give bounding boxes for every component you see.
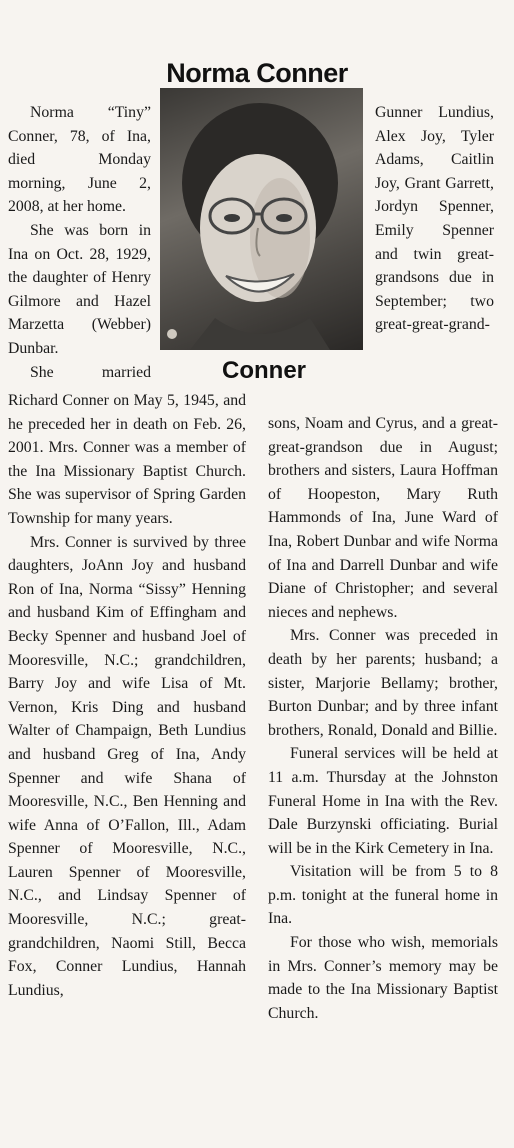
column-1-top: [8, 101, 151, 384]
paragraph-survivors-end: sons, Noam and Cyrus, and a great-great-grandson due in August; brothers and sisters, Laura Hoffman of Hoopeston, Mary Ruth Hammonds of Ina, June Ward of Ina, Robert Dunbar and wife Norma of Ina and Darrell Dunbar and wife Diane of Christopher; and several nieces and nephews.: [268, 415, 498, 621]
paragraph-visitation: Visitation will be from 5 to 8 p.m. tonight at the funeral home in Ina.: [268, 863, 498, 928]
paragraph-preceded: Mrs. Conner was preceded in death by her parents; husband; a sister, Marjorie Bellamy; brother, Burton Dunbar; and by three infant brothers, Ronald, Donald and Billie.: [268, 627, 498, 739]
column-1-main: [8, 389, 246, 1002]
paragraph-funeral: Funeral services will be held at 11 a.m. Thursday at the Johnston Funeral Home in Ina with the Rev. Dale Burzynski officiating. Burial will be in the Kirk Cemetery in Ina.: [268, 745, 498, 857]
paragraph-survivors-cont: Gunner Lundius, Alex Joy, Tyler Adams, Caitlin Joy, Grant Garrett, Jordyn Spenner, Emily Spenner and twin great-grandsons due in September; two great-great-grand-: [375, 104, 494, 334]
paragraph-marriage: Richard Conner on May 5, 1945, and he preceded her in death on Feb. 26, 2001. Mrs. Conner was a member of the Ina Missionary Baptist Church. She was supervisor of Spring Garden Township for many years.: [8, 392, 246, 527]
column-2-main: [268, 412, 498, 1025]
portrait-photo: [160, 88, 363, 350]
paragraph-survivors: Mrs. Conner is survived by three daughters, JoAnn Joy and husband Ron of Ina, Norma “Sissy” Henning and husband Kim of Effingham and Becky Spenner and husband Joel of Mooresville, N.C.; grandchildren, Barry Joy and wife Lisa of Mt. Vernon, Kris Ding and husband Walter of Champaign, Beth Lundius and husband Greg of Ina, Andy Spenner and wife Shana of Mooresville, N.C., Ben Henning and wife Anna of O’Fallon, Ill., Adam Spenner of Mooresville, N.C., Lauren Spenner of Mooresville, N.C., and Lindsay Spenner of Mooresville, N.C.; great-grandchildren, Naomi Still, Becca Fox, Conner Lundius, Hannah Lundius,: [8, 533, 246, 999]
column-2-top: [375, 101, 494, 337]
paragraph-birth: She was born in Ina on Oct. 28, 1929, the daughter of Henry Gilmore and Hazel Marzetta (Webber) Dunbar.: [8, 221, 151, 357]
obituary-headline: Norma Conner: [166, 58, 348, 89]
paragraph-marriage-start: She married: [30, 363, 151, 381]
paragraph-memorials: For those who wish, memorials in Mrs. Conner’s memory may be made to the Ina Missionary Baptist Church.: [268, 934, 498, 1022]
paragraph-intro: Norma “Tiny” Conner, 78, of Ina, died Monday morning, June 2, 2008, at her home.: [8, 104, 151, 216]
photo-caption: Conner: [222, 357, 306, 384]
